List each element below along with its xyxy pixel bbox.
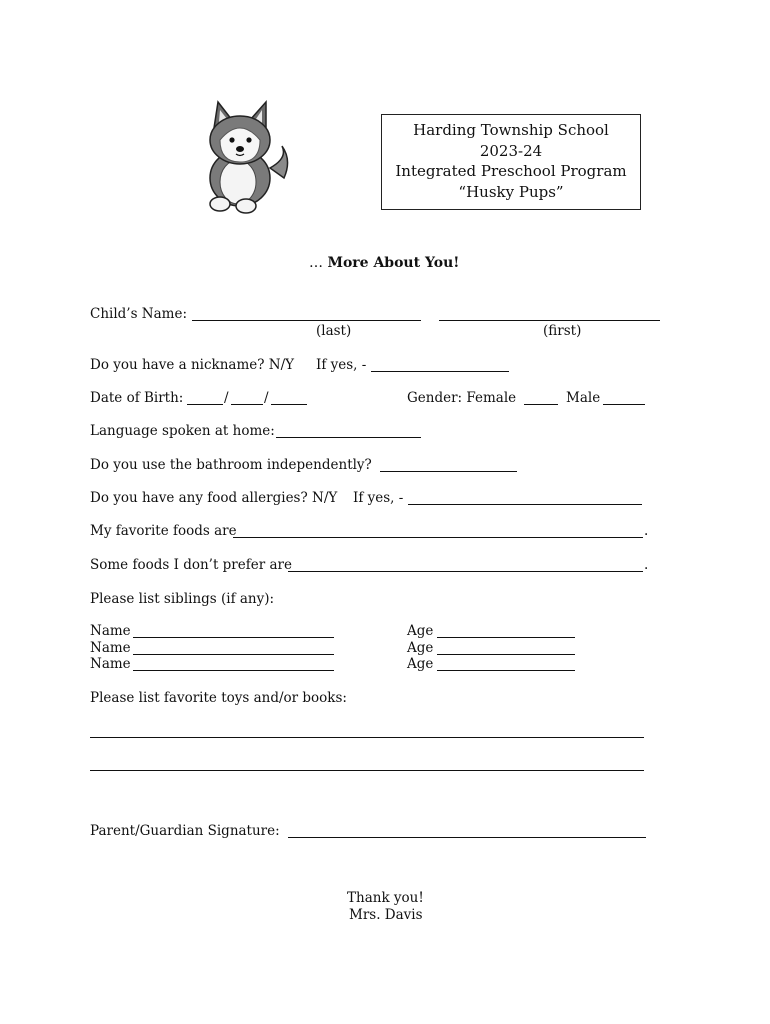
language-label: Language spoken at home:	[90, 423, 275, 439]
language-field[interactable]	[276, 437, 421, 438]
sibling-1-age-field[interactable]	[437, 637, 575, 638]
program-name: Integrated Preschool Program	[395, 162, 627, 180]
gender-male-label: Male	[566, 390, 601, 406]
child-name-label: Child’s Name:	[90, 306, 188, 322]
sibling-2-age-field[interactable]	[437, 654, 575, 655]
allergies-label: Do you have any food allergies? N/Y	[90, 490, 338, 506]
sibling-2-age-label: Age	[407, 640, 434, 656]
toys-label: Please list favorite toys and/or books:	[90, 690, 347, 706]
sibling-3-name-label: Name	[90, 656, 131, 672]
signature-field[interactable]	[288, 837, 646, 838]
school-year: 2023-24	[479, 141, 543, 160]
section-title-text: More About You!	[327, 255, 460, 271]
favorite-foods-period: .	[644, 523, 649, 539]
sibling-1-name-label: Name	[90, 623, 131, 639]
dob-day-field[interactable]	[231, 404, 263, 405]
bathroom-label: Do you use the bathroom independently?	[90, 457, 372, 473]
school-name: Harding Township School	[413, 121, 609, 139]
dob-month-field[interactable]	[187, 404, 223, 405]
sibling-2-name-field[interactable]	[133, 654, 334, 655]
allergies-ifyes-label: If yes, -	[353, 490, 404, 506]
last-name-field[interactable]	[192, 320, 421, 321]
sibling-1-age-label: Age	[407, 623, 434, 639]
signature-label: Parent/Guardian Signature:	[90, 823, 280, 839]
favorite-foods-label: My favorite foods are	[90, 523, 237, 539]
nickname-ifyes-label: If yes, -	[316, 357, 367, 373]
gender-female-label: Gender: Female	[407, 390, 517, 406]
nickname-label: Do you have a nickname? N/Y	[90, 357, 295, 373]
section-title-prefix: …	[309, 255, 328, 271]
first-caption: (first)	[543, 323, 582, 339]
program-header-box	[381, 114, 641, 210]
sibling-2-name-label: Name	[90, 640, 131, 656]
dob-year-field[interactable]	[271, 404, 307, 405]
gender-male-field[interactable]	[603, 404, 645, 405]
dob-slash-1: /	[224, 390, 229, 406]
first-name-field[interactable]	[439, 320, 660, 321]
husky-puppy-icon	[200, 98, 292, 216]
last-caption: (last)	[316, 323, 352, 339]
dislike-foods-label: Some foods I don’t prefer are	[90, 557, 292, 573]
toys-line-1[interactable]	[90, 737, 644, 738]
dob-label: Date of Birth:	[90, 390, 184, 406]
dislike-foods-field[interactable]	[288, 571, 643, 572]
dob-slash-2: /	[264, 390, 269, 406]
section-title	[309, 255, 459, 271]
sibling-3-name-field[interactable]	[133, 670, 334, 671]
gender-female-field[interactable]	[524, 404, 558, 405]
sibling-3-age-label: Age	[407, 656, 434, 672]
siblings-label: Please list siblings (if any):	[90, 591, 275, 607]
allergies-field[interactable]	[408, 504, 642, 505]
program-nickname: “Husky Pups”	[458, 182, 564, 201]
teacher-name: Mrs. Davis	[349, 907, 423, 923]
thank-you-text: Thank you!	[347, 890, 424, 906]
bathroom-field[interactable]	[380, 471, 517, 472]
toys-line-2[interactable]	[90, 770, 644, 771]
sibling-1-name-field[interactable]	[133, 637, 334, 638]
sibling-3-age-field[interactable]	[437, 670, 575, 671]
favorite-foods-field[interactable]	[233, 537, 643, 538]
dislike-foods-period: .	[644, 557, 649, 573]
nickname-field[interactable]	[371, 371, 509, 372]
